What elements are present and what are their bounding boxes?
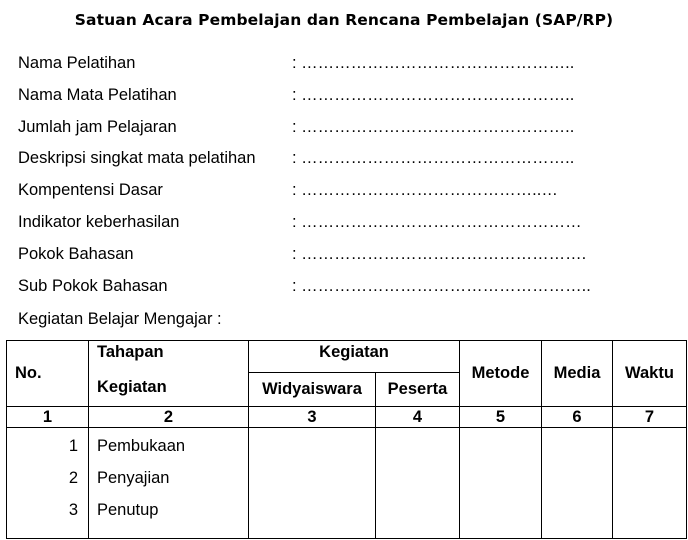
column-number: 1: [7, 407, 89, 428]
row-number: 3: [68, 501, 78, 519]
column-number: 5: [460, 407, 542, 428]
sap-table: [6, 340, 687, 539]
field-value: : …………………………………………..: [292, 149, 575, 168]
waktu-cell: [613, 428, 687, 539]
field-label: Deskripsi singkat mata pelatihan: [18, 149, 256, 168]
field-label: Kompentensi Dasar: [18, 181, 163, 200]
field-value: : ……………………………………..…: [292, 181, 558, 200]
header-tahapan-line2: Kegiatan: [97, 378, 167, 396]
column-number-row: [7, 407, 687, 428]
field-label: Sub Pokok Bahasan: [18, 276, 168, 295]
kegiatan-section-label: Kegiatan Belajar Mengajar :: [18, 310, 222, 328]
column-number: 7: [613, 407, 687, 428]
header-metode: Metode: [460, 341, 542, 407]
column-number: 2: [89, 407, 249, 428]
header-row: [7, 341, 687, 373]
column-number: 4: [376, 407, 460, 428]
row-numbers-cell: [7, 428, 89, 539]
header-tahapan-line1: Tahapan: [97, 343, 164, 361]
header-no: No.: [7, 341, 89, 407]
table-body-row: [7, 428, 687, 539]
field-value: : ……………………………………………..: [292, 276, 591, 295]
field-value: : …………………………………………….: [292, 244, 587, 263]
tahapan-item: Pembukaan: [97, 437, 186, 455]
tahapan-cell: [89, 428, 249, 539]
widyaiswara-cell: [249, 428, 376, 539]
tahapan-item: Penyajian: [97, 469, 170, 487]
metode-cell: [460, 428, 542, 539]
header-media: Media: [542, 341, 613, 407]
header-widyaiswara: Widyaiswara: [249, 373, 376, 407]
field-label: Nama Pelatihan: [18, 54, 136, 72]
field-value: : …………………………………………..: [292, 117, 575, 136]
peserta-cell: [376, 428, 460, 539]
header-peserta: Peserta: [376, 373, 460, 407]
header-tahapan: [89, 341, 249, 407]
field-label: Indikator keberhasilan: [18, 212, 180, 231]
media-cell: [542, 428, 613, 539]
header-waktu: Waktu: [613, 341, 687, 407]
field-label: Nama Mata Pelatihan: [18, 85, 177, 104]
header-kegiatan: Kegiatan: [249, 341, 460, 373]
tahapan-item: Penutup: [97, 501, 159, 519]
field-value: : ……………………………………………: [292, 212, 582, 231]
column-number: 6: [542, 407, 613, 428]
field-label: Jumlah jam Pelajaran: [18, 117, 177, 136]
row-number: 2: [68, 469, 78, 487]
row-number: 1: [68, 437, 78, 455]
field-label: Pokok Bahasan: [18, 244, 134, 263]
field-value: : …………………………………………..: [292, 54, 575, 72]
column-number: 3: [249, 407, 376, 428]
field-value: : …………………………………………..: [292, 85, 575, 104]
page-title: Satuan Acara Pembelajan dan Rencana Pembelajan (SAP/RP): [74, 11, 614, 29]
